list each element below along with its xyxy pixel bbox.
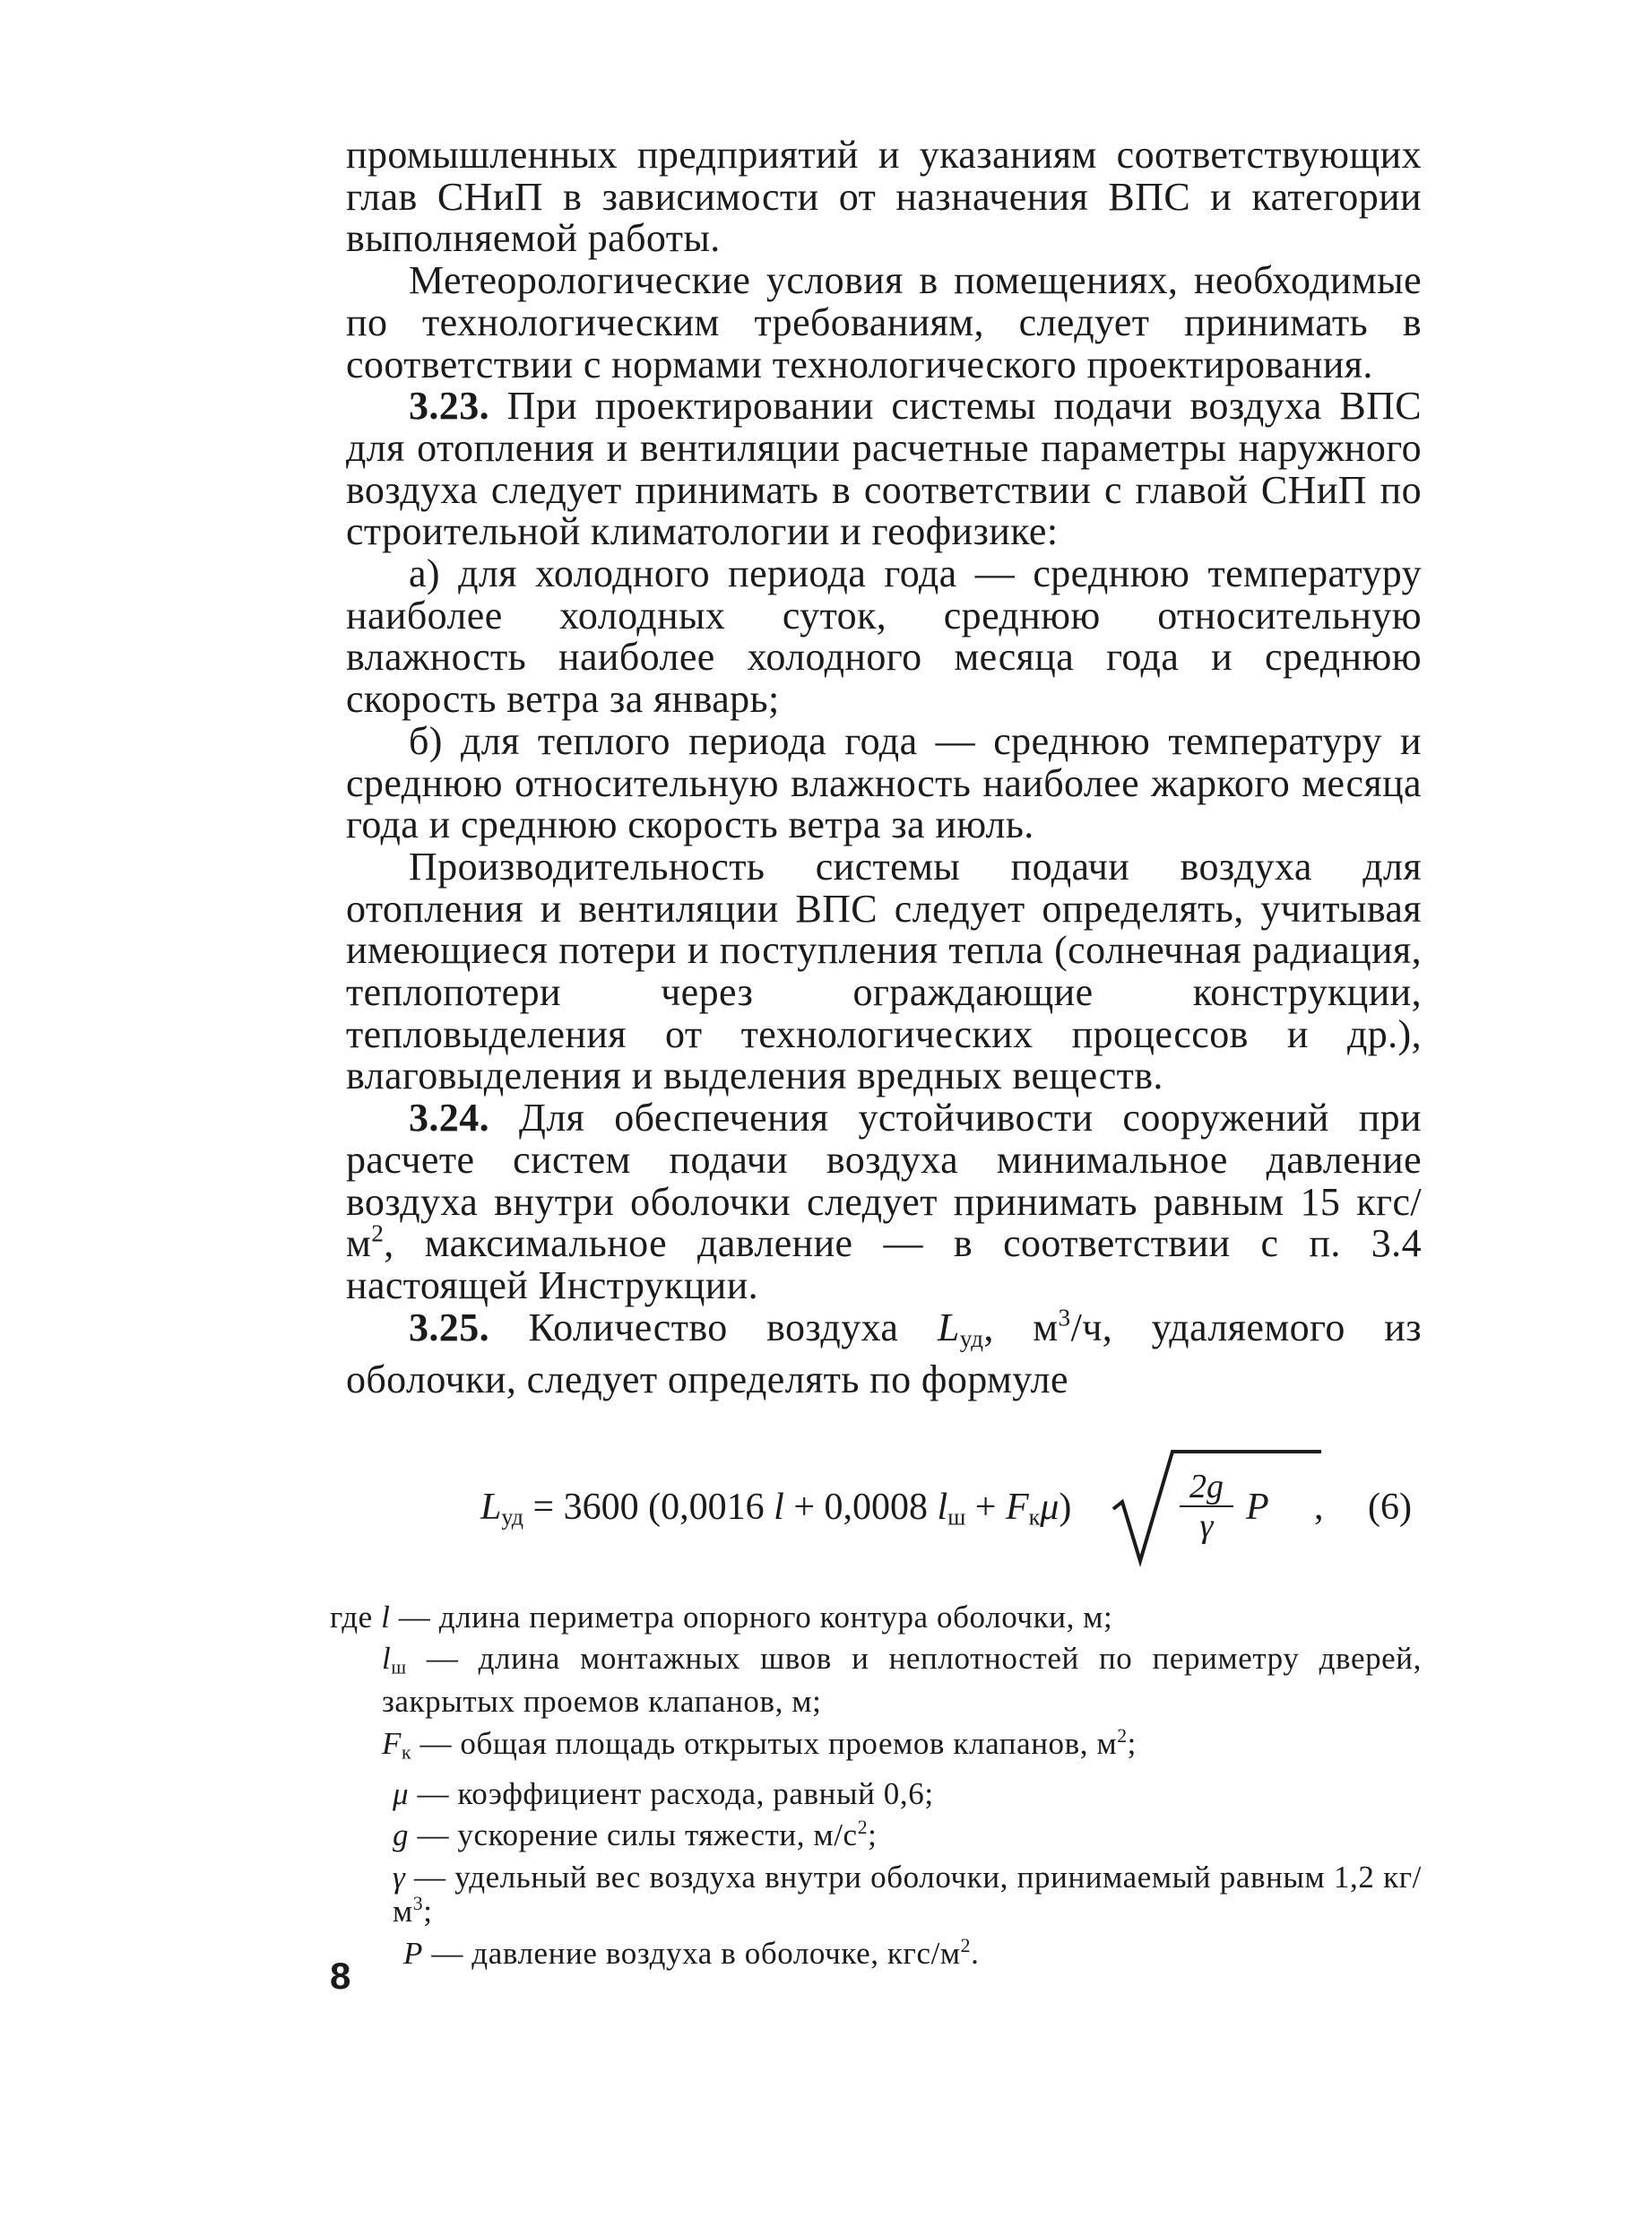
superscript: 2 [371, 1219, 385, 1247]
legend-symbol: γ [393, 1859, 406, 1895]
legend-definition [330, 1600, 1422, 1635]
section-3-24 [346, 1097, 1422, 1307]
section-text: Количество воздуха [528, 1305, 938, 1349]
section-3-23 [346, 386, 1422, 553]
formula-fraction [1180, 1468, 1233, 1545]
legend-row [346, 1777, 1422, 1812]
legend-definition [403, 1934, 1422, 1972]
legend-tail: ; [1127, 1725, 1137, 1761]
paragraph-meteorological-conditions: Метеорологические условия в помещениях, необходимые по технологическим требованиям, следует принимать в соответствии с нормами технологического проектирования. [346, 258, 1422, 386]
formula-legend [330, 1599, 1422, 1971]
list-item-b: б) для теплого периода года — среднюю температуру и среднюю относительную влажность наиболее жаркого месяца года и среднюю скорость ветра за июль. [346, 718, 1422, 847]
formula-symbol-l-lower: l [774, 1486, 784, 1528]
formula-subscript: к [1028, 1504, 1041, 1531]
legend-symbol: F [382, 1725, 402, 1761]
formula-text: = 3600 (0,0016 [523, 1486, 774, 1528]
list-item-a: а) для холодного периода года — среднюю температуру наиболее холодных суток, среднюю относительную влажность наиболее холодного месяца года и среднюю скорость ветра за январь; [346, 551, 1422, 722]
fraction-numerator: 2g [1180, 1468, 1233, 1507]
legend-symbol: g [393, 1817, 410, 1853]
formula-symbol-lsh: l [937, 1486, 948, 1528]
legend-text: — коэффициент расхода, равный 0,6; [409, 1775, 934, 1811]
symbol-l: L [937, 1305, 960, 1349]
section-number: 3.23. [409, 384, 489, 429]
section-number: 3.25. [409, 1305, 489, 1349]
legend-superscript: 2 [857, 1817, 869, 1839]
formula-text: + [965, 1486, 1006, 1528]
section-text: При проектировании системы подачи воздуха ВПС для отопления и вентиляции расчетные параметры наружного воздуха следует принимать в соответствии с главой СНиП по строительной климатологии и геофизике: [346, 384, 1422, 554]
legend-definition [382, 1724, 1422, 1770]
legend-row [330, 1600, 1422, 1635]
section-text: Для обеспечения устойчивости сооружений при расчете систем подачи воздуха минимальное давление воздуха внутри оболочки следует принимать равным 15 кгс/м [346, 1096, 1422, 1266]
legend-lead: где [330, 1599, 373, 1635]
formula-comma: , [1314, 1486, 1324, 1528]
section-text-end: /ч, удаляемого из оболочки, следует определять по формуле [346, 1305, 1422, 1402]
paragraph-productivity: Производительность системы подачи воздуха для отопления и вентиляции ВПС следует определять, учитывая имеющиеся потери и поступления тепла (солнечная радиация, теплопотери через ограждающие конструкции, тепловыделения от технологических процессов и др.), влаговыделения и выделения вредных веществ. [346, 844, 1422, 1098]
legend-symbol: μ [393, 1775, 410, 1811]
legend-text: — удельный вес воздуха внутри оболочки, принимаемый равным 1,2 кг/м [393, 1859, 1422, 1930]
legend-text: — давление воздуха в оболочке, кгс/м [422, 1935, 961, 1971]
fraction-denominator: γ [1199, 1506, 1214, 1545]
legend-definition [382, 1642, 1422, 1719]
section-text-cont: , максимальное давление — в соответствии с п. 3.4 настоящей Инструкции. [346, 1221, 1422, 1307]
section-3-25 [346, 1304, 1422, 1402]
text-column [330, 133, 1422, 1978]
legend-text: — длина монтажных швов и неплотностей по периметру дверей, закрытых проемов клапанов, м; [382, 1641, 1422, 1720]
legend-definition [393, 1777, 1422, 1812]
formula-subscript: ш [947, 1504, 966, 1531]
legend-symbol: P [403, 1935, 423, 1971]
formula-symbol-mu: μ [1040, 1486, 1060, 1528]
section-text-cont: , м [983, 1305, 1059, 1349]
legend-row [346, 1934, 1422, 1972]
section-number: 3.24. [409, 1096, 489, 1141]
legend-text: — ускорение силы тяжести, м/с [409, 1817, 858, 1853]
legend-row [346, 1724, 1422, 1770]
legend-superscript: 3 [412, 1893, 424, 1915]
legend-row [346, 1642, 1422, 1719]
subscript: уд [959, 1324, 984, 1352]
formula-symbol-l: L [480, 1486, 502, 1528]
formula-body [480, 1486, 1071, 1531]
legend-symbol: l [381, 1599, 391, 1635]
legend-superscript: 2 [1117, 1724, 1128, 1747]
legend-row [346, 1860, 1422, 1930]
legend-definition [393, 1860, 1422, 1930]
formula-symbol-f: F [1005, 1486, 1029, 1528]
formula-paren: ) [1059, 1486, 1072, 1528]
legend-tail: . [971, 1935, 980, 1971]
formula-symbol-p: P [1246, 1486, 1269, 1528]
legend-subscript: к [401, 1741, 412, 1764]
formula-subscript: уд [501, 1504, 523, 1531]
page-number: 8 [330, 1955, 351, 1997]
superscript: 3 [1058, 1304, 1071, 1331]
legend-text: — длина периметра опорного контура оболочки, м; [390, 1599, 1113, 1635]
legend-tail: ; [868, 1817, 878, 1853]
legend-definition [393, 1818, 1422, 1853]
legend-tail: ; [423, 1894, 433, 1930]
legend-superscript: 2 [960, 1934, 972, 1956]
legend-row [346, 1818, 1422, 1853]
formula-text: + 0,0008 [783, 1486, 938, 1528]
legend-symbol: l [382, 1641, 392, 1677]
formula-6 [346, 1448, 1422, 1574]
legend-subscript: ш [391, 1656, 407, 1678]
legend-text: — общая площадь открытых проемов клапанов, м [411, 1725, 1118, 1761]
equation-number: (6) [1368, 1486, 1412, 1528]
paragraph-continuation: промышленных предприятий и указаниям соответствующих глав СНиП в зависимости от назначения ВПС и категории выполняемой работы. [346, 133, 1422, 261]
